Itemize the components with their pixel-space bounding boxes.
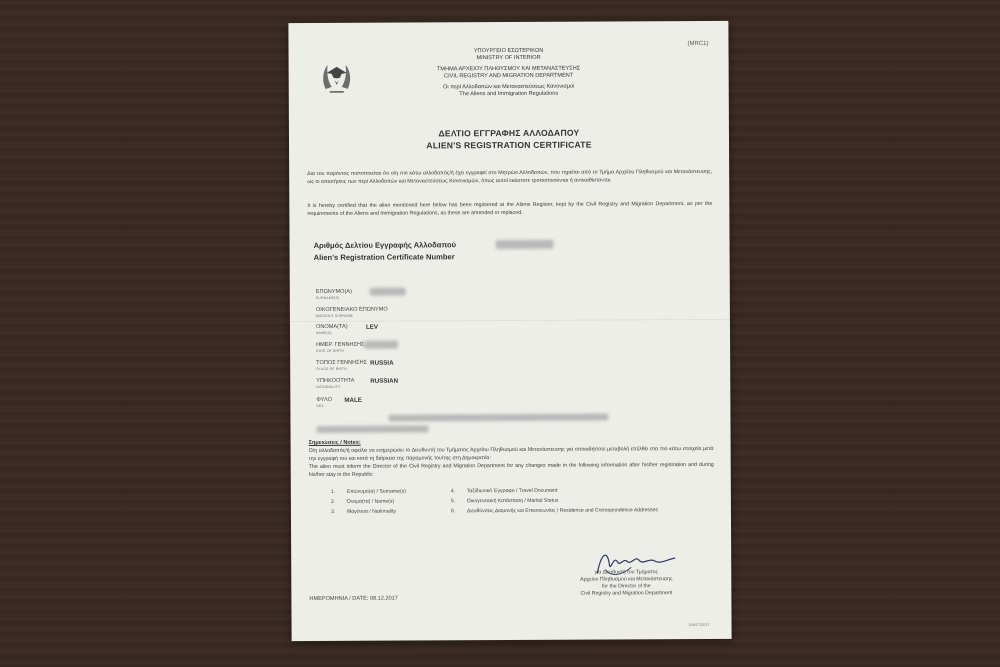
notes-item: Όνομα(τα) / Name(s) <box>346 498 395 505</box>
dob-sublabel: DATE OF BIRTH <box>316 348 345 354</box>
cert-number-redacted <box>496 240 554 249</box>
notes-heading: Σημειώσεις / Notes: <box>308 439 361 447</box>
title-greek: ΔΕΛΤΙΟ ΕΓΓΡΑΦΗΣ ΑΛΛΟΔΑΠΟΥ <box>438 127 580 139</box>
notes-item-num: 2. <box>330 498 336 505</box>
surname-redacted <box>370 288 406 296</box>
notes-item-num: 3. <box>330 508 336 515</box>
surname-label: ΕΠΩΝΥΜΟ(Α) <box>315 288 353 296</box>
signature-block <box>561 569 691 598</box>
notes-item-num: 5. <box>450 498 456 505</box>
notes-item: Οικογενειακή Κατάσταση / Marital Status <box>466 497 559 505</box>
ministry-english: MINISTRY OF INTERIOR <box>476 55 541 62</box>
notes-item-num: 6. <box>450 508 456 515</box>
maiden-label: ΟΙΚΟΓΕΝΕΙΑΚΟ ΕΠΩΝΥΜΟ <box>315 306 388 314</box>
notes-item: Ιθαγένεια / Nationality <box>346 508 396 515</box>
signature-line-4: Civil Registry and Migration Department <box>580 590 673 597</box>
regulations-english: The Aliens and Immigration Regulations <box>459 90 559 98</box>
nationality-value: RUSSIAN <box>370 377 399 385</box>
title-english: ALIEN'S REGISTRATION CERTIFICATE <box>426 139 592 151</box>
pob-sublabel: PLACE OF BIRTH <box>316 366 347 372</box>
department-greek: ΤΜΗΜΑ ΑΡΧΕΙΟΥ ΠΛΗΘΥΣΜΟΥ ΚΑΙ ΜΕΤΑΝΑΣΤΕΥΣΗΣ <box>436 65 581 73</box>
notes-item-num: 1. <box>330 488 336 495</box>
dob-redacted <box>364 341 398 349</box>
cert-number-label-greek: Αριθμός Δελτίου Εγγραφής Αλλοδαπού <box>313 240 457 251</box>
header-block <box>349 47 669 99</box>
signature-line-3: for the Director of the <box>601 583 651 590</box>
sex-label: ΦΥΛΟ <box>316 396 332 404</box>
cert-number-label-english: Alien's Registration Certificate Number <box>313 252 455 263</box>
notes-item: Επώνυμο(α) / Surname(s) <box>346 488 406 495</box>
notes-item-num: 4. <box>450 488 456 495</box>
sex-sublabel: SEX <box>316 403 324 409</box>
form-code: (MRC1) <box>687 40 709 48</box>
intro-greek: Δια του παρόντος πιστοποιείται ότι ο/η πιο κάτω αλλοδαπός/ή έχει εγγραφεί στο Μητρώο Αλλοδαπών, που τηρείται από το Τμήμα Αρχείου Πληθυσμού και Μετανάστευσης, ως οι απαιτήσεις των περί Αλλοδαπών και Μεταναστεύσεως Κανονισμών, όπως αυτοί εκάστοτε τροποποιούνται ή αντικαθίστανται. <box>307 168 713 185</box>
notes-greek: Ο/η αλλοδαπός/ή οφείλει να ενημερώσει το Διευθυντή του Τμήματος Αρχείου Πληθυσμού και Μετανάστευσης για οποιαδήποτε μεταβολή επέλθει στα πιο κάτω στοιχεία μετά την εγγραφή του και κατά τη διάρκεια της παραμονής του/της στη Δημοκρατία: <box>308 445 714 462</box>
dob-label: ΗΜΕΡ. ΓΕΝΝΗΣΗΣ <box>316 341 365 349</box>
regulations-greek: Οι περί Αλλοδαπών και Μεταναστεύσεως Κανονισμοί <box>443 83 575 90</box>
pob-value: RUSSIA <box>370 359 394 367</box>
paper-fold-line <box>290 319 730 322</box>
address-redacted-line-2 <box>316 425 428 433</box>
address-redacted-line-1 <box>388 413 608 421</box>
pob-label: ΤΟΠΟΣ ΓΕΝΝΗΣΗΣ <box>316 359 368 367</box>
issue-date: ΗΜΕΡΟΜΗΝΙΑ / DATE: 08.12.2017 <box>309 595 398 603</box>
name-label: ΟΝΟΜΑ(ΤΑ) <box>315 323 348 331</box>
name-sublabel: NAME(S) <box>315 330 332 336</box>
maiden-sublabel: MAIDEN'S SURNAME <box>315 313 354 319</box>
footer-code: 164/17/2017 <box>688 622 710 628</box>
notes-item: Ταξιδιωτικό Έγγραφο / Travel Document <box>466 487 558 495</box>
department-english: CIVIL REGISTRY AND MIGRATION DEPARTMENT <box>444 72 574 80</box>
signature-line-2: Αρχείου Πληθυσμού και Μετανάστευσης <box>580 576 673 583</box>
signature-line-1: για Διευθυντή του Τμήματος <box>594 569 658 576</box>
surname-sublabel: SURNAME(S) <box>315 295 340 301</box>
notes-english: The alien must inform the Director of the Civil Registry and Migration Department for any changes made in the following information after his/her registration and during his/her stay in the Republic: <box>308 461 714 478</box>
certificate-document <box>288 21 731 641</box>
nationality-sublabel: NATIONALITY <box>316 384 341 390</box>
nationality-label: ΥΠΗΚΟΟΤΗΤΑ <box>316 377 355 385</box>
sex-value: MALE <box>344 396 362 404</box>
intro-english: It is hereby certified that the alien mentioned here below has been registered at the Aliens Register, kept by the Civil Registry and Migration Department, as per the requirements of the Aliens and Immigration Regulations, as these are amended or replaced. <box>307 200 713 217</box>
ministry-greek: ΥΠΟΥΡΓΕΙΟ ΕΣΩΤΕΡΙΚΩΝ <box>473 47 544 55</box>
notes-item: Διευθύνσεις Διαμονής και Επικοινωνίας / Residence and Correspondence Addresses <box>466 507 658 515</box>
name-value: LEV <box>365 323 379 331</box>
